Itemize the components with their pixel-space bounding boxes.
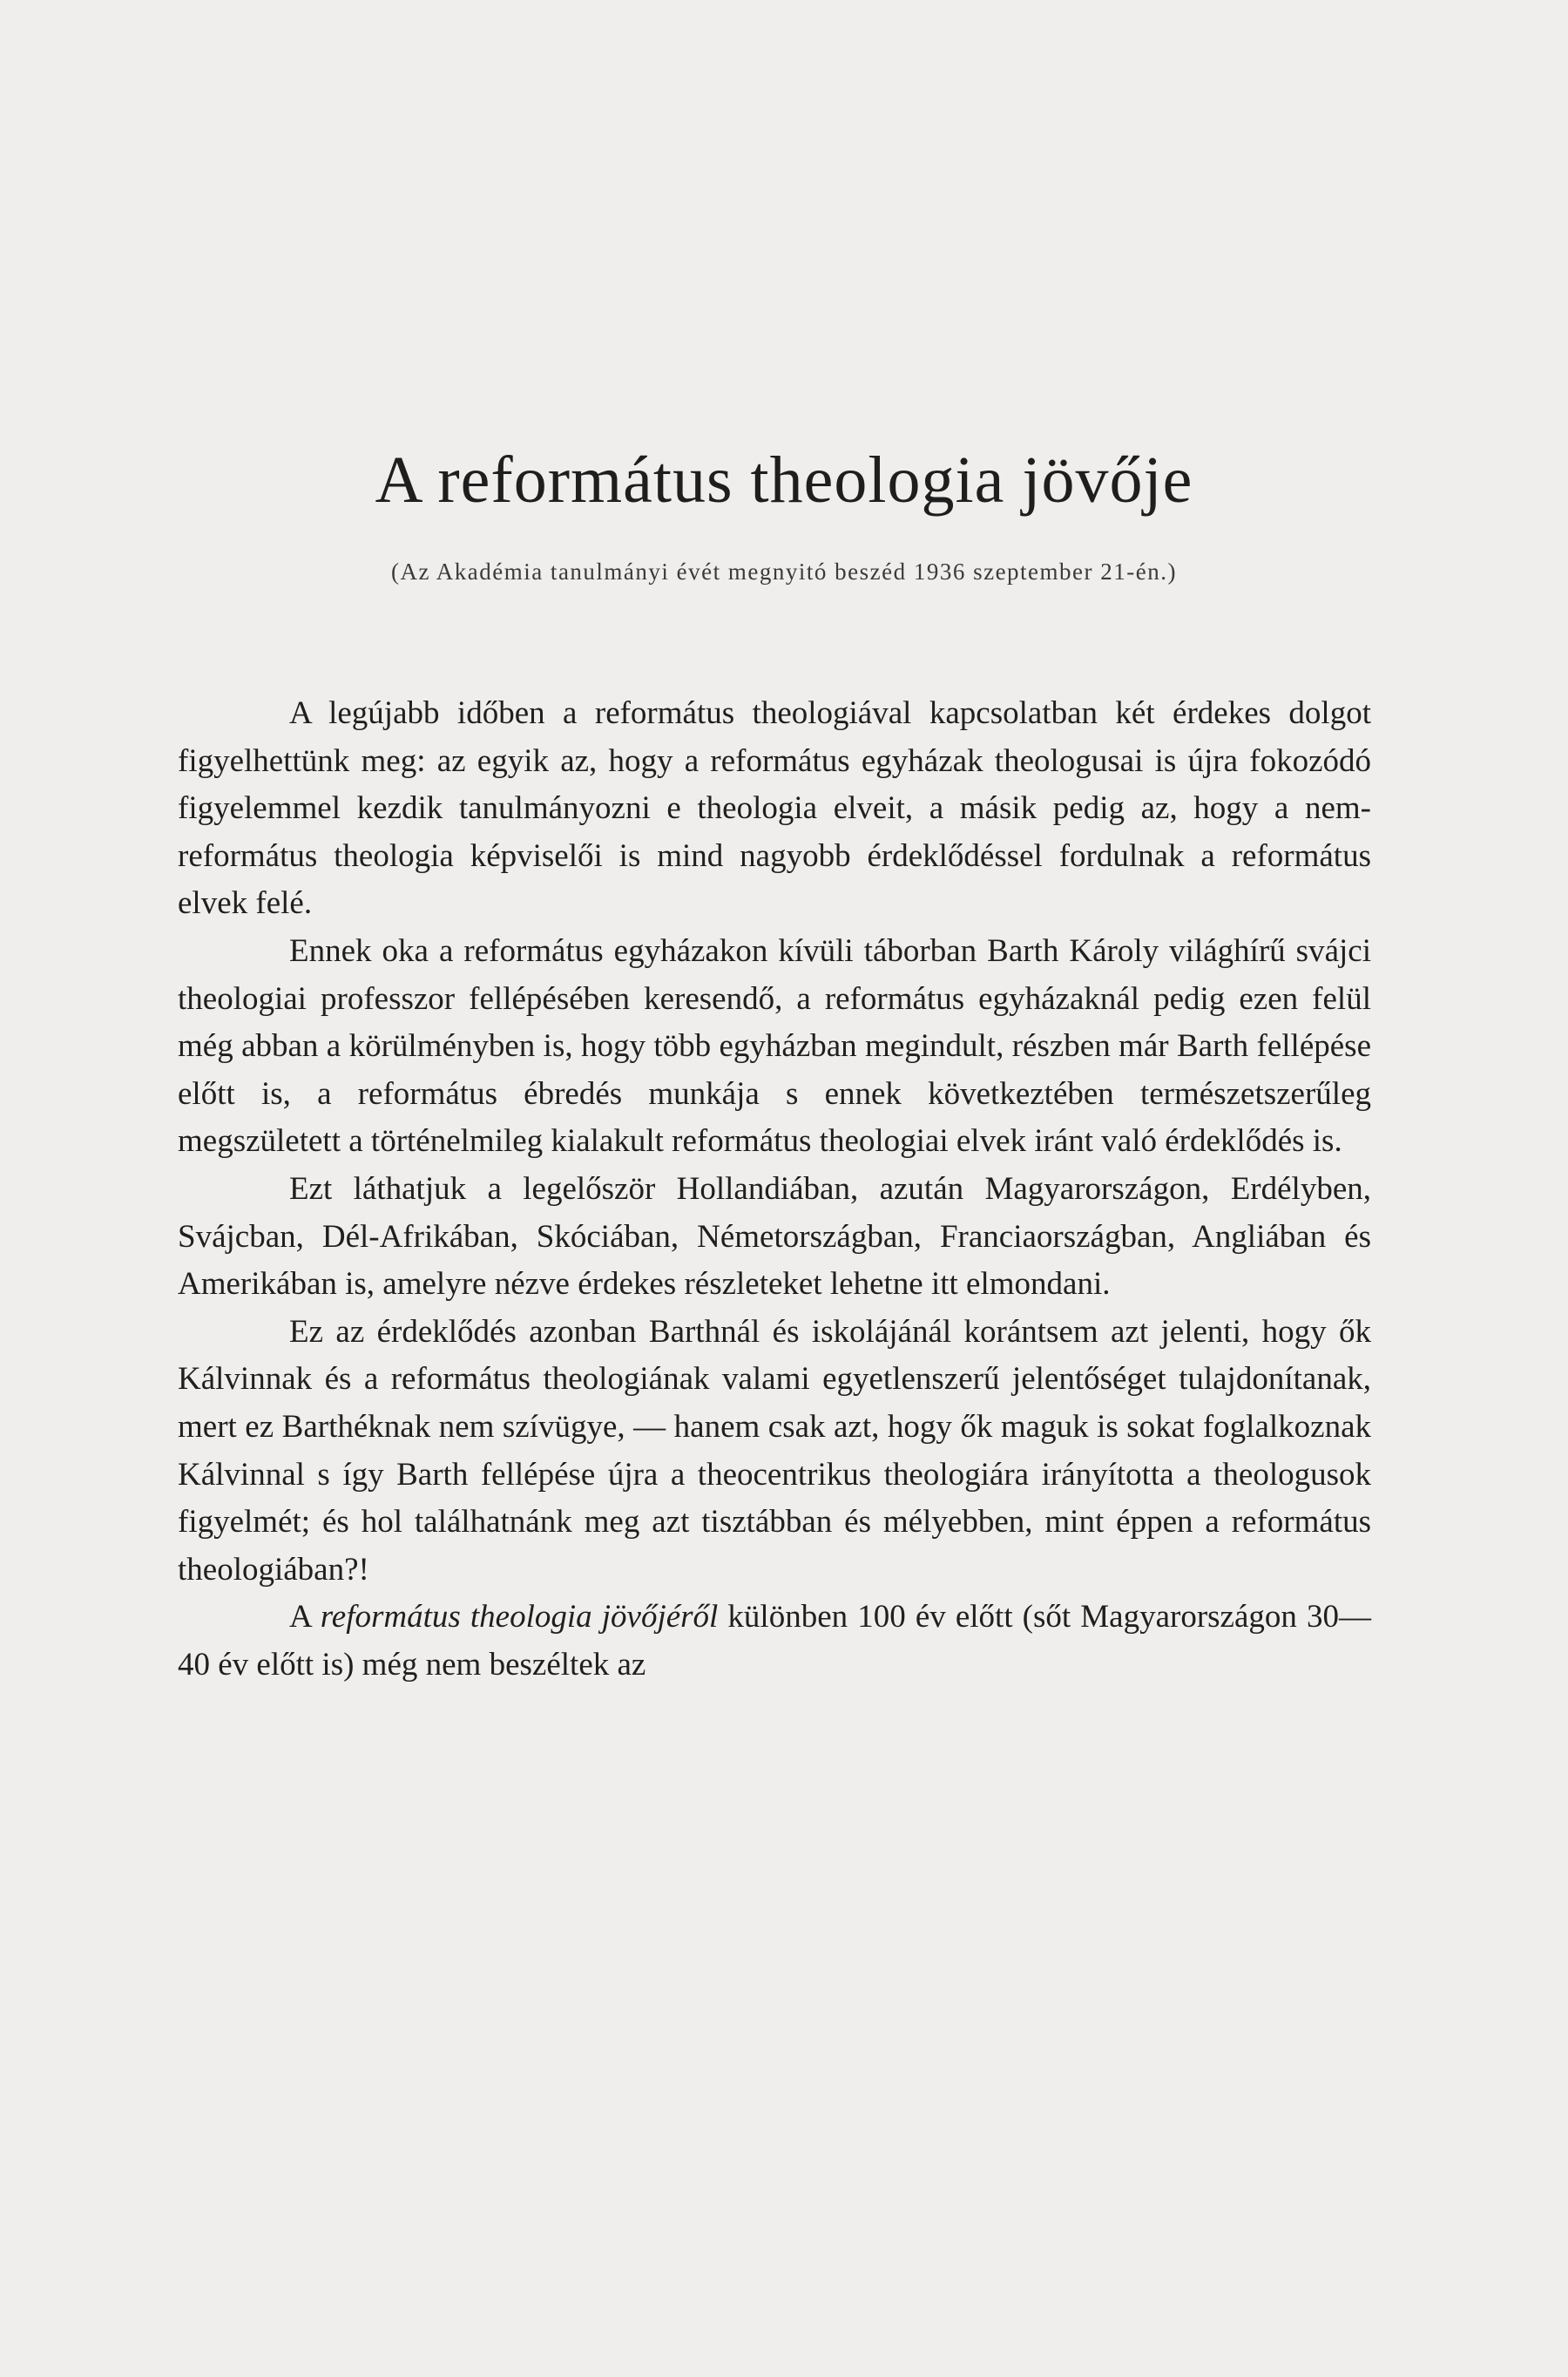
paragraph-prefix: A bbox=[289, 1599, 321, 1635]
paragraph: Ez az érdeklődés azonban Barthnál és iskolájánál korántsem azt jelenti, hogy ők Kálvinnak és a református theologiának valami egyetlenszerű jelentőséget tulajdonítanak, mert ez Barthéknak nem szívügye, — hanem csak azt, hogy ők maguk is sokat foglalkoznak Kálvinnal s így Barth fellépése újra a theocentrikus theologiára irányította a theologusok figyelmét; és hol találhatnánk meg azt tisztábban és mélyebben, mint éppen a református theologiában?! bbox=[178, 1313, 1371, 1588]
paragraph: Ezt láthatjuk a legelőször Hollandiában, azután Magyarországon, Erdélyben, Svájcban, Dél-Afrikában, Skóciában, Németországban, Franciaországban, Angliában és Amerikában is, amelyre nézve érdekes részleteket lehetne itt elmondani. bbox=[178, 1170, 1371, 1303]
paragraph-suffix: különben 100 év előtt (sőt Magyarországon 30—40 év előtt is) még nem beszéltek az bbox=[178, 1599, 1371, 1683]
paragraph: Ennek oka a református egyházakon kívüli táborban Barth Károly világhírű svájci theologiai professzor fellépésében keresendő, a református egyházaknál pedig ezen felül még abban a körülményben is, hogy több egyházban megindult, részben már Barth fellépése előtt is, a református ébredés munkája s ennek következtében természetszerűleg megszületett a történelmileg kialakult református theologiai elvek iránt való érdeklődés is. bbox=[178, 932, 1371, 1160]
paragraph: A legújabb időben a református theologiával kapcsolatban két érdekes dolgot figyelhettünk meg: az egyik az, hogy a református egyházak theologusai is újra fokozódó figyelemmel kezdik tanulmányozni e theologia elveit, a másik pedig az, hogy a nem-református theologia képviselői is mind nagyobb érdeklődéssel fordulnak a református elvek felé. bbox=[178, 695, 1371, 922]
page-title: A református theologia jövője bbox=[375, 444, 1193, 517]
page-subtitle: (Az Akadémia tanulmányi évét megnyitó beszéd 1936 szeptember 21-én.) bbox=[391, 559, 1177, 585]
paragraph bbox=[178, 1594, 1371, 1689]
emphasized-phrase: református theologia jövőjéről bbox=[320, 1599, 719, 1635]
body-text bbox=[178, 690, 1371, 1689]
